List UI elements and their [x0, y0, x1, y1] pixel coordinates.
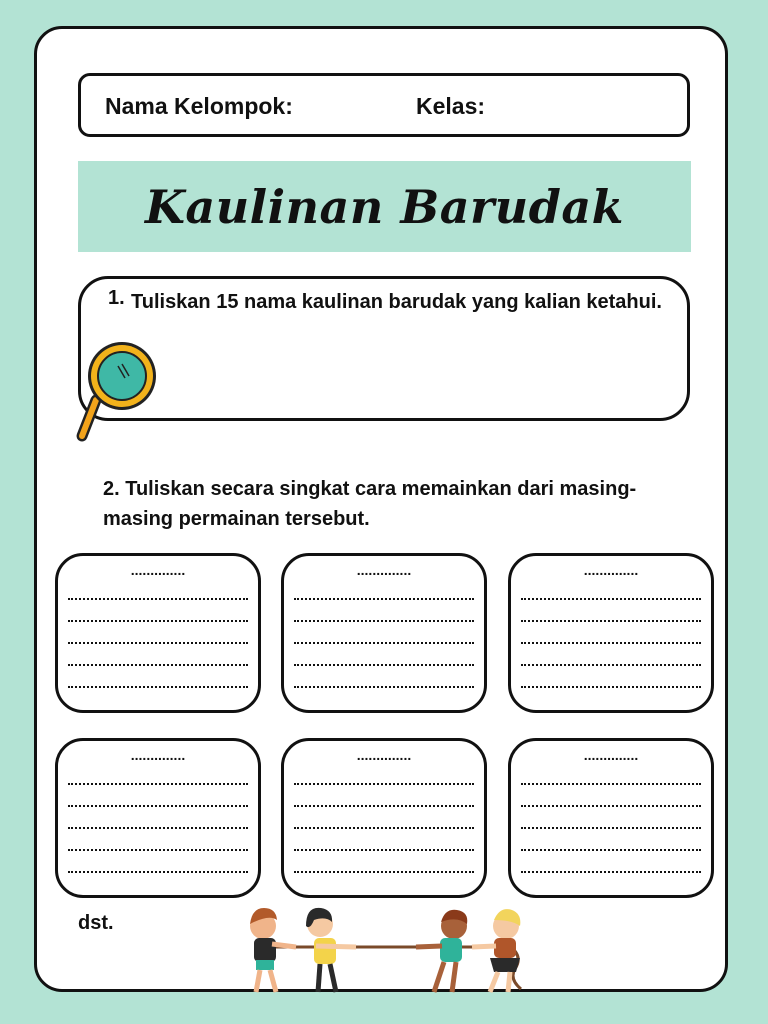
answer-line [294, 686, 474, 688]
answer-line [294, 827, 474, 829]
answer-line [68, 805, 248, 807]
answer-card-heading: .............. [356, 562, 412, 578]
answer-line [68, 598, 248, 600]
answer-card-heading: .............. [583, 747, 639, 763]
answer-card-heading: .............. [130, 747, 186, 763]
continue-note: dst. [78, 912, 114, 934]
answer-line [294, 598, 474, 600]
answer-line [68, 827, 248, 829]
magnifying-glass-icon [70, 338, 162, 444]
question1-number: 1. [108, 287, 125, 309]
answer-card-heading: .............. [130, 562, 186, 578]
answer-line [521, 871, 701, 873]
answer-card [281, 738, 487, 898]
answer-line [521, 620, 701, 622]
answer-line [294, 805, 474, 807]
answer-line [294, 783, 474, 785]
answer-line [294, 642, 474, 644]
answer-card [55, 738, 261, 898]
answer-line [294, 620, 474, 622]
answer-line [294, 871, 474, 873]
answer-line [68, 849, 248, 851]
answer-card-heading: .............. [583, 562, 639, 578]
question2-text: 2. Tuliskan secara singkat cara memainkan dari masing-masing permainan tersebut. [103, 478, 637, 530]
answer-line [521, 827, 701, 829]
answer-line [521, 642, 701, 644]
answer-line [68, 620, 248, 622]
title-band [78, 161, 691, 252]
answer-line [521, 686, 701, 688]
answer-line [521, 664, 701, 666]
answer-line [521, 805, 701, 807]
answer-line [68, 871, 248, 873]
answer-line [294, 664, 474, 666]
answer-line [68, 783, 248, 785]
answer-line [521, 783, 701, 785]
question1-text: Tuliskan 15 nama kaulinan barudak yang kalian ketahui. [131, 291, 662, 313]
answer-card [55, 553, 261, 713]
answer-line [521, 598, 701, 600]
answer-line [68, 642, 248, 644]
answer-line [68, 686, 248, 688]
answer-line [521, 849, 701, 851]
tug-of-war-kids-illustration [236, 900, 536, 1000]
page-title: Kaulinan Barudak [144, 179, 625, 234]
group-name-label: Nama Kelompok: [105, 93, 293, 119]
answer-card [508, 738, 714, 898]
answer-card [508, 553, 714, 713]
class-label: Kelas: [416, 93, 486, 119]
answer-line [294, 849, 474, 851]
answer-card-heading: .............. [356, 747, 412, 763]
answer-line [68, 664, 248, 666]
header-box [78, 73, 690, 137]
answer-card [281, 553, 487, 713]
